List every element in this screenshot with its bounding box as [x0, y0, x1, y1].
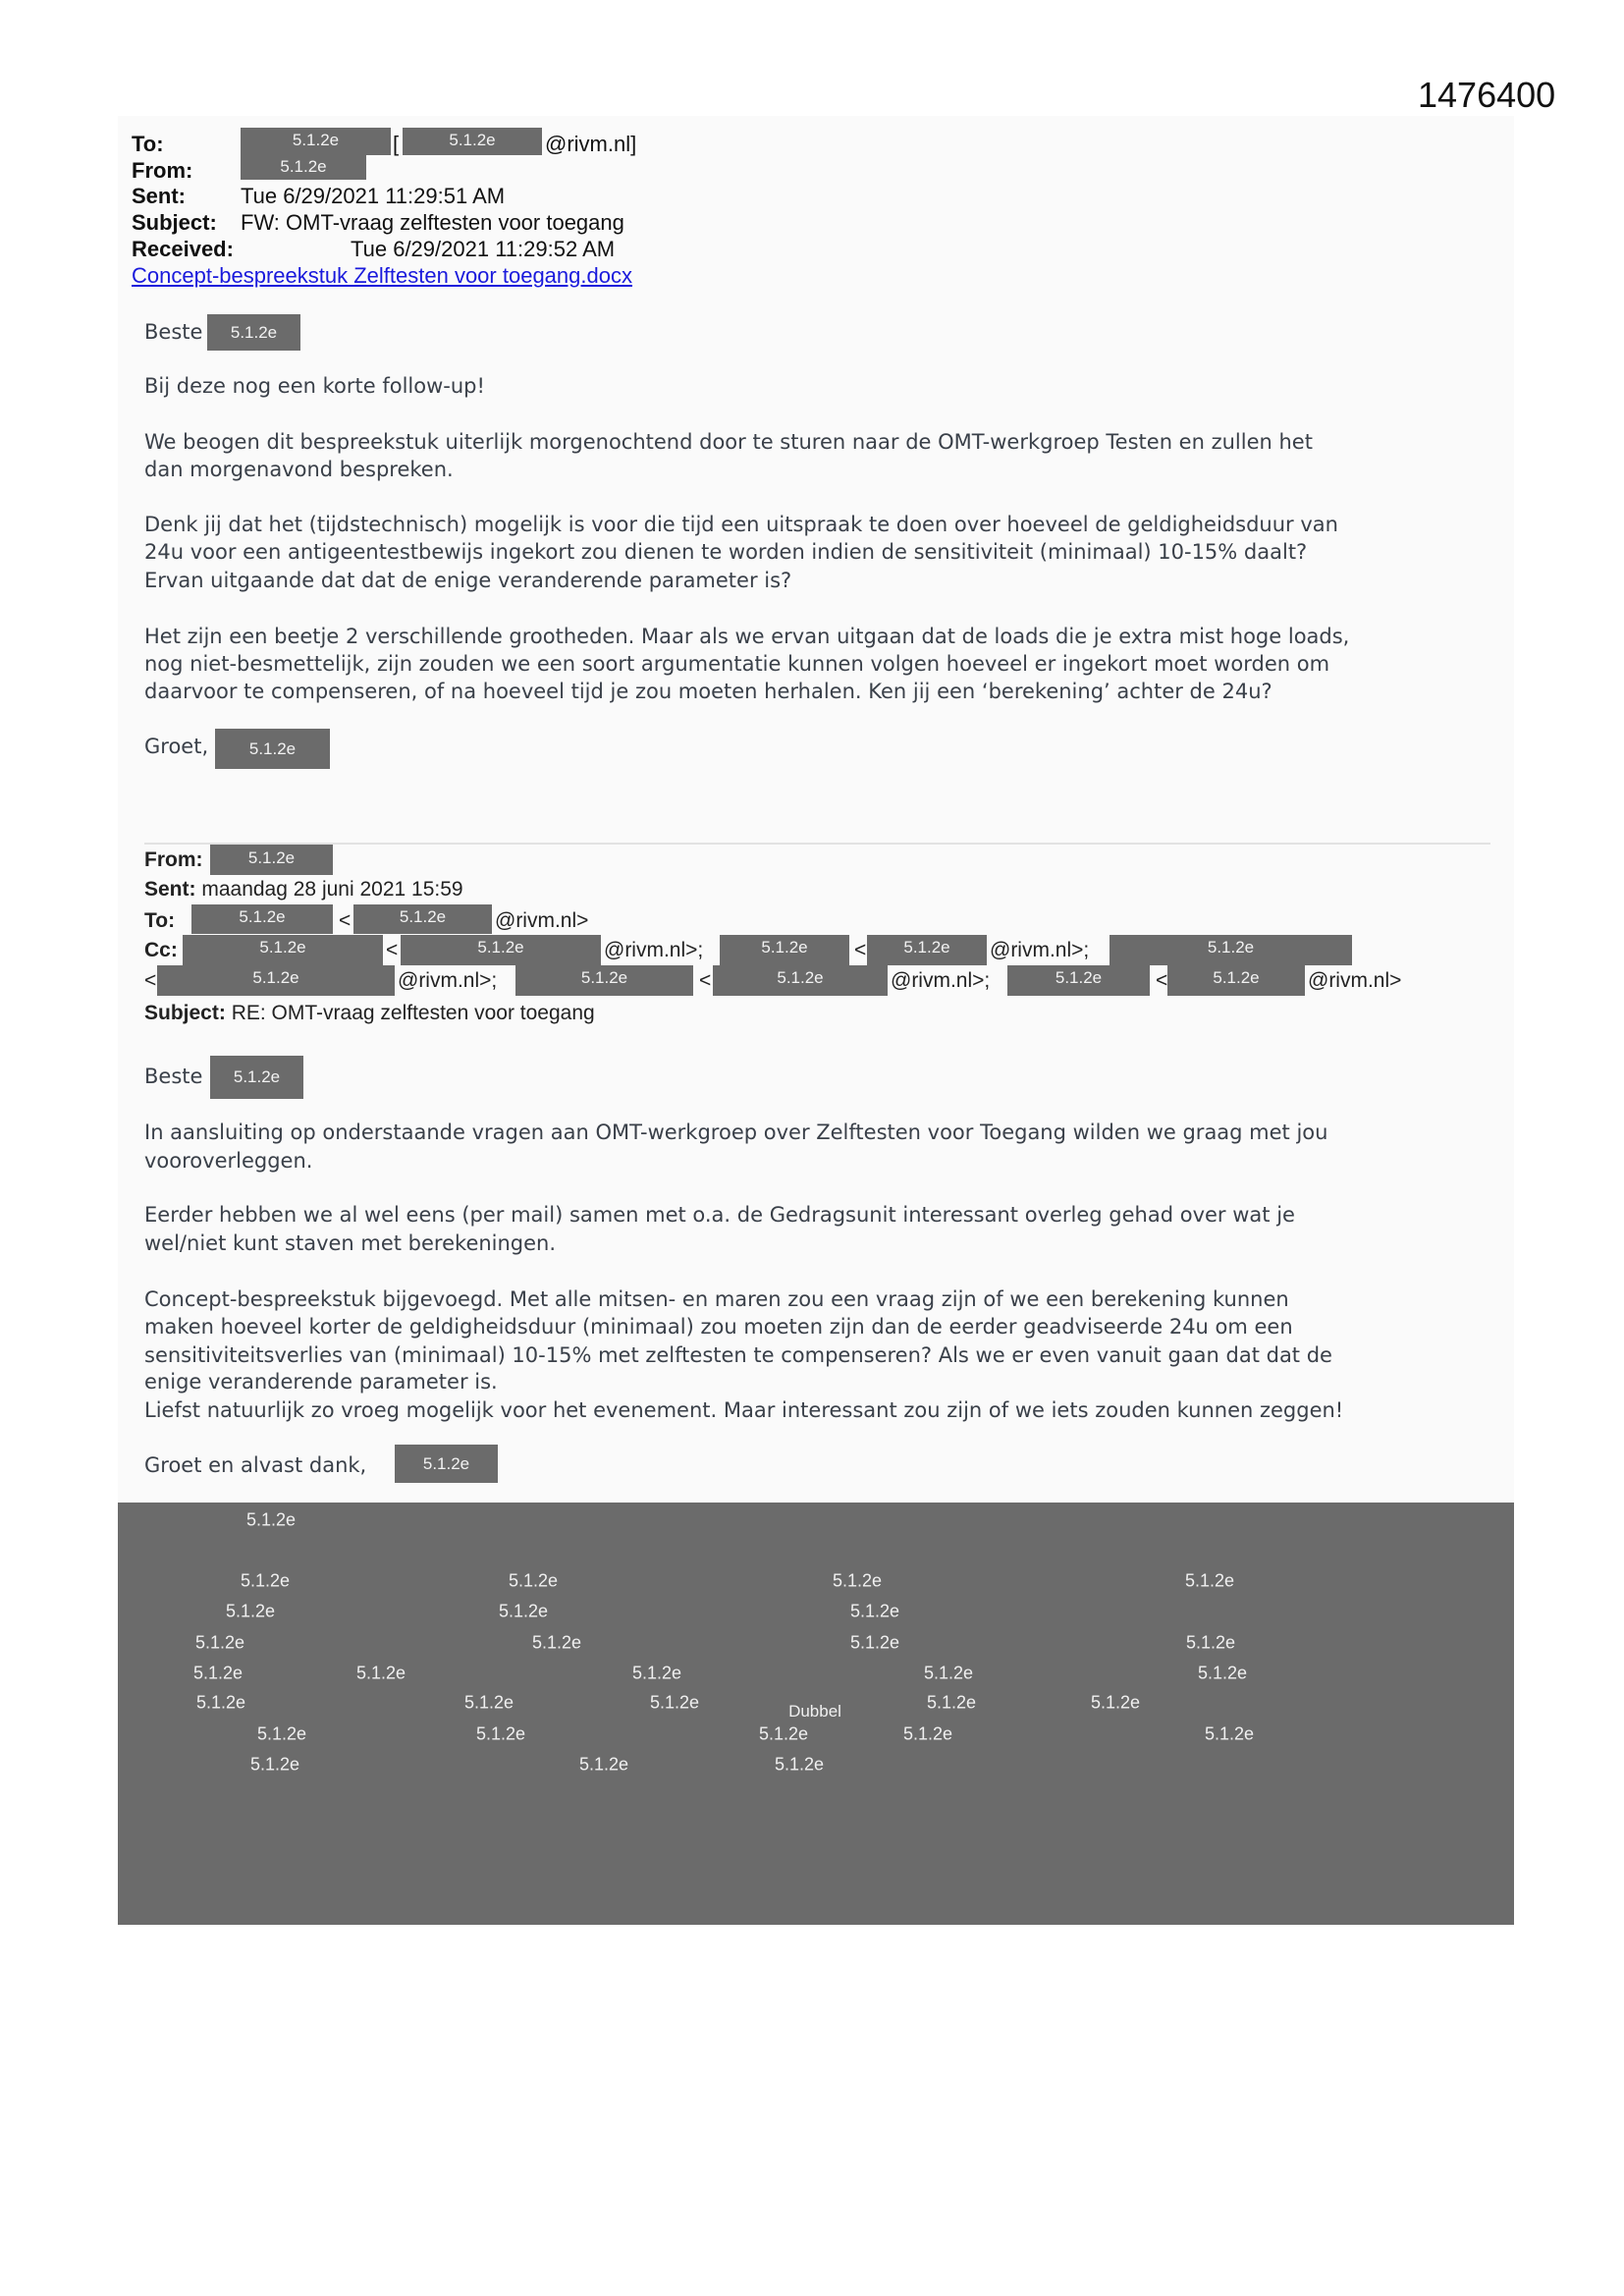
redaction-label: 5.1.2e: [849, 1601, 900, 1621]
redaction-label: 5.1.2e: [578, 1754, 629, 1775]
received-label: Received:: [132, 237, 234, 261]
address-suffix: @rivm.nl>: [1308, 969, 1402, 992]
redaction-box: 5.1.2e: [157, 965, 395, 996]
lt-sign: <: [854, 939, 867, 961]
lt-sign: <: [386, 939, 399, 961]
redaction-label: 5.1.2e: [225, 1601, 276, 1621]
redaction-box: 5.1.2e: [401, 935, 601, 965]
redaction-box: 5.1.2e: [395, 1445, 498, 1483]
paragraph: Bij deze nog een korte follow-up!: [144, 374, 485, 398]
redaction-box: 5.1.2e: [1110, 935, 1352, 965]
fwd-sent-value: maandag 28 juni 2021 15:59: [201, 878, 463, 901]
redaction-label: 5.1.2e: [475, 1723, 526, 1744]
redaction-box: 5.1.2e: [720, 935, 849, 965]
redaction-box: 5.1.2e: [241, 128, 391, 155]
redaction-label: 5.1.2e: [531, 1632, 582, 1653]
paragraph-line: Het zijn een beetje 2 verschillende grootheden. Maar als we ervan uitgaan dat de loads die je extra mist hoge loads,: [144, 625, 1350, 648]
redaction-box: 5.1.2e: [241, 155, 366, 180]
redaction-box: 5.1.2e: [353, 904, 492, 934]
redaction-box: 5.1.2e: [207, 314, 300, 351]
signoff: Groet en alvast dank,: [144, 1453, 367, 1477]
paragraph-line: dan morgenavond bespreken.: [144, 458, 454, 481]
paragraph-line: sensitiviteitsverlies van (minimaal) 10-15% met zelftesten te compenseren? Als we er even vanuit gaan dat dat de: [144, 1343, 1332, 1367]
fwd-from-label: From:: [144, 848, 203, 871]
from-label: From:: [132, 158, 193, 183]
paragraph-line: Liefst natuurlijk zo vroeg mogelijk voor het evenement. Maar interessant zou zijn of we iets zouden kunnen zeggen!: [144, 1398, 1344, 1422]
redaction-box: 5.1.2e: [1167, 965, 1305, 996]
paragraph-line: In aansluiting op onderstaande vragen aan OMT-werkgroep over Zelftesten voor Toegang wilden we graag met jou: [144, 1121, 1328, 1144]
redaction-label: 5.1.2e: [256, 1723, 307, 1744]
lt-sign: <: [339, 909, 352, 932]
fwd-sent: Sent: maandag 28 juni 2021 15:59: [144, 878, 463, 901]
address-suffix: @rivm.nl>;: [990, 939, 1090, 961]
received-value: Tue 6/29/2021 11:29:52 AM: [351, 237, 616, 261]
redaction-label: 5.1.2e: [926, 1692, 977, 1713]
redaction-label: 5.1.2e: [902, 1723, 953, 1744]
redaction-label: 5.1.2e: [1184, 1570, 1235, 1591]
redaction-label: 5.1.2e: [649, 1692, 700, 1713]
paragraph-line: enige veranderende parameter is.: [144, 1370, 498, 1394]
redaction-label: 5.1.2e: [192, 1663, 244, 1683]
lt-sign: <: [144, 969, 157, 992]
fwd-subject: Subject: RE: OMT-vraag zelftesten voor toegang: [144, 1002, 595, 1024]
redaction-box: 5.1.2e: [210, 1056, 303, 1099]
attachment-link[interactable]: Concept-bespreekstuk Zelftesten voor toegang.docx: [132, 263, 632, 288]
redaction-label: 5.1.2e: [923, 1663, 974, 1683]
sent-value: Tue 6/29/2021 11:29:51 AM: [241, 184, 506, 208]
redaction-label: 5.1.2e: [774, 1754, 825, 1775]
redaction-box: 5.1.2e: [713, 965, 888, 996]
redaction-box: 5.1.2e: [1007, 965, 1150, 996]
to-label: To:: [132, 132, 164, 156]
dubbel-label: Dubbel: [788, 1702, 841, 1721]
document-number: 1476400: [1418, 75, 1556, 115]
address-suffix: @rivm.nl>;: [398, 969, 498, 992]
greeting: Beste: [144, 1065, 203, 1088]
redaction-label: 5.1.2e: [758, 1723, 809, 1744]
redaction-box: 5.1.2e: [215, 729, 330, 769]
paragraph-line: Concept-bespreekstuk bijgevoegd. Met alle mitsen- en maren zou een vraag zijn of we een berekening kunnen: [144, 1287, 1289, 1311]
redaction-label: 5.1.2e: [1197, 1663, 1248, 1683]
redaction-label: 5.1.2e: [508, 1570, 559, 1591]
subject-label: Subject:: [132, 210, 217, 235]
redaction-box: 5.1.2e: [515, 965, 693, 996]
lt-sign: <: [699, 969, 712, 992]
redaction-label: 5.1.2e: [1090, 1692, 1141, 1713]
redaction-label: 5.1.2e: [355, 1663, 406, 1683]
redaction-label: 5.1.2e: [245, 1509, 297, 1530]
paragraph-line: Ervan uitgaande dat dat de enige veranderende parameter is?: [144, 569, 792, 592]
fwd-to-label: To:: [144, 909, 176, 932]
sent-label: Sent:: [132, 184, 186, 208]
redaction-box: 5.1.2e: [867, 935, 987, 965]
address-suffix: @rivm.nl>;: [604, 939, 704, 961]
redaction-label: 5.1.2e: [463, 1692, 514, 1713]
redaction-label: 5.1.2e: [1204, 1723, 1255, 1744]
paragraph-line: We beogen dit bespreekstuk uiterlijk morgenochtend door te sturen naar de OMT-werkgroep Testen en zullen het: [144, 430, 1313, 454]
redaction-label: 5.1.2e: [849, 1632, 900, 1653]
redaction-label: 5.1.2e: [498, 1601, 549, 1621]
address-suffix: @rivm.nl>: [495, 909, 589, 932]
greeting: Beste: [144, 320, 203, 344]
redaction-label: 5.1.2e: [240, 1570, 291, 1591]
redaction-box: 5.1.2e: [210, 845, 333, 875]
to-address-suffix: @rivm.nl]: [545, 132, 637, 156]
redaction-box: 5.1.2e: [403, 128, 542, 155]
to-bracket: [: [393, 132, 400, 156]
subject-value: FW: OMT-vraag zelftesten voor toegang: [241, 210, 624, 235]
divider: [144, 843, 1490, 845]
paragraph-line: nog niet-besmettelijk, zijn zouden we een soort argumentatie kunnen volgen hoeveel er ingekort moet worden om: [144, 652, 1330, 676]
paragraph-line: vooroverleggen.: [144, 1149, 313, 1173]
redaction-label: 5.1.2e: [194, 1632, 245, 1653]
paragraph-line: wel/niet kunt staven met berekeningen.: [144, 1231, 557, 1255]
redaction-label: 5.1.2e: [631, 1663, 682, 1683]
redaction-box: 5.1.2e: [191, 904, 333, 934]
address-suffix: @rivm.nl>;: [891, 969, 991, 992]
lt-sign: <: [1156, 969, 1168, 992]
fwd-subject-value: RE: OMT-vraag zelftesten voor toegang: [231, 1002, 595, 1024]
redaction-box: 5.1.2e: [183, 935, 383, 965]
paragraph-line: daarvoor te compenseren, of na hoeveel tijd je zou moeten herhalen. Ken jij een ‘berekening’ achter de 24u?: [144, 680, 1272, 703]
signoff: Groet,: [144, 735, 209, 758]
paragraph-line: 24u voor een antigeentestbewijs ingekort zou dienen te worden indien de sensitiviteit (minimaal) 10-15% daalt?: [144, 540, 1308, 564]
redaction-label: 5.1.2e: [249, 1754, 300, 1775]
redaction-label: 5.1.2e: [832, 1570, 883, 1591]
redaction-label: 5.1.2e: [1185, 1632, 1236, 1653]
fwd-cc-label: Cc:: [144, 939, 178, 961]
paragraph-line: Denk jij dat het (tijdstechnisch) mogelijk is voor die tijd een uitspraak te doen over hoeveel de geldigheidsduur van: [144, 513, 1338, 536]
paragraph-line: Eerder hebben we al wel eens (per mail) samen met o.a. de Gedragsunit interessant overleg gehad over wat je: [144, 1203, 1295, 1227]
redaction-label: 5.1.2e: [195, 1692, 246, 1713]
paragraph-line: maken hoeveel korter de geldigheidsduur (minimaal) zou moeten zijn dan de eerder geadviseerde 24u om een: [144, 1315, 1293, 1339]
redacted-signature-block: [118, 1503, 1514, 1925]
